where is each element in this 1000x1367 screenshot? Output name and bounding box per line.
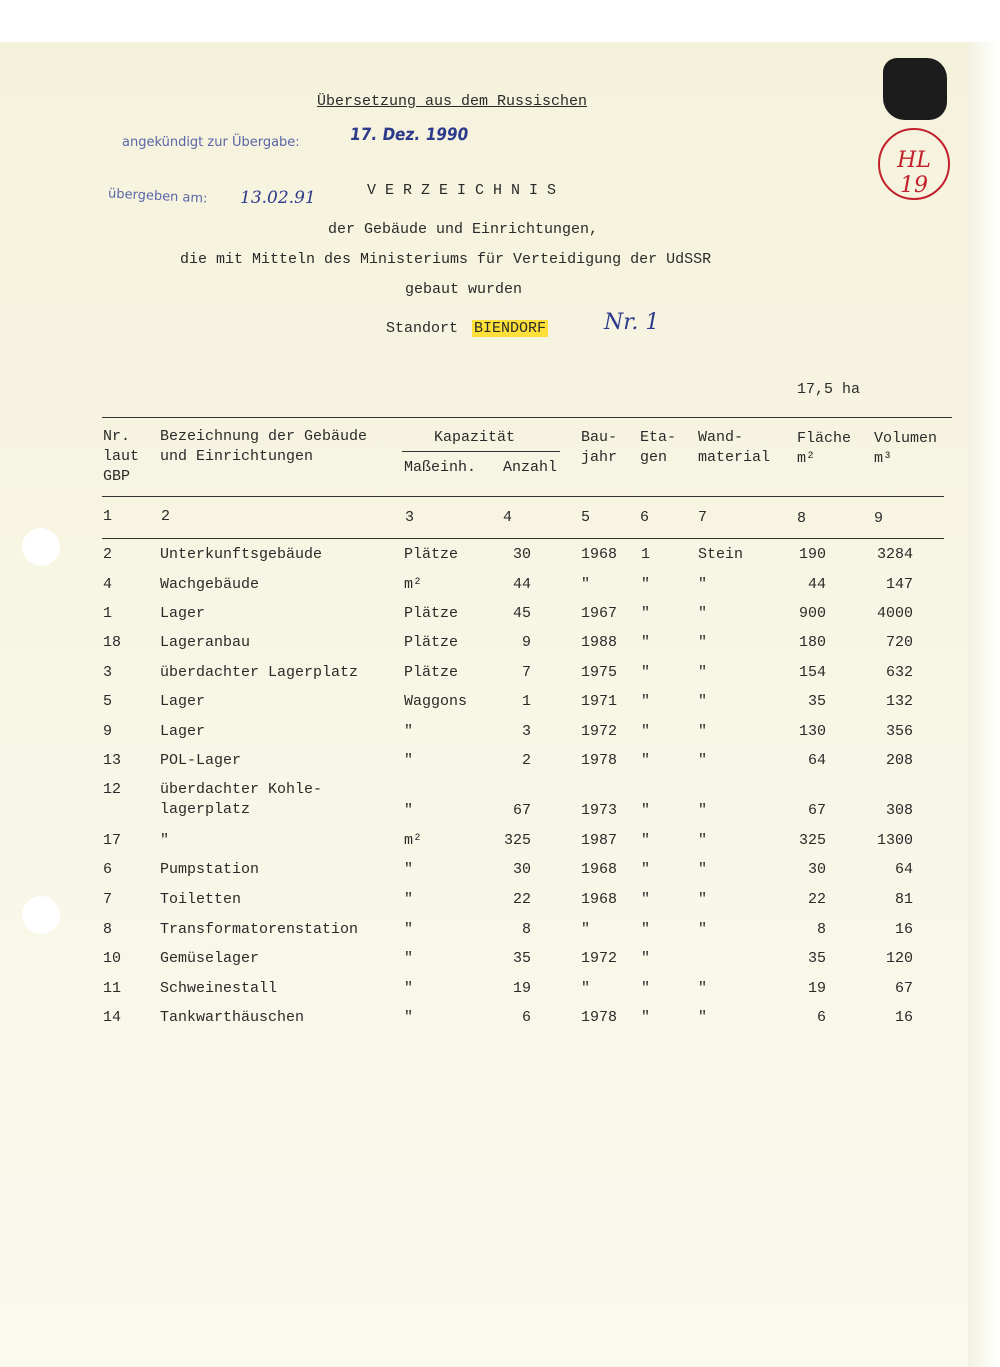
cell-count: 35 [512,950,531,967]
cell-nr: 2 [103,546,113,563]
table-row [0,781,968,819]
cell-nr: 8 [103,921,113,938]
cell-year: 1971 [581,693,618,710]
cell-volume: 208 [885,752,913,769]
cell-count: 2 [521,752,531,769]
table-row [0,1009,968,1029]
cell-volume: 16 [894,921,913,938]
col-number-1: 1 [103,508,113,525]
col-header-wall-2: material [698,449,771,466]
location-label: Standort [386,320,459,337]
cell-name: Pumpstation [160,861,260,878]
cell-floors: " [641,664,651,681]
cell-wall: " [698,693,708,710]
table-row [0,752,968,772]
col-header-year-1: Bau- [581,429,618,446]
cell-name: " [160,832,170,849]
archive-mark: HL 19 [878,128,950,200]
cell-year: 1978 [581,752,618,769]
cell-count: 67 [512,802,531,819]
cell-unit: " [404,891,414,908]
cell-name-continued: lagerplatz [160,801,251,818]
cell-floors: " [641,1009,651,1026]
cell-volume: 632 [885,664,913,681]
cell-area: 130 [798,723,826,740]
subtitle-line-1: der Gebäude und Einrichtungen, [328,221,599,238]
cell-nr: 6 [103,861,113,878]
cell-wall: " [698,861,708,878]
cell-count: 8 [521,921,531,938]
col-header-wall-1: Wand- [698,429,744,446]
cell-area: 35 [807,693,826,710]
cell-volume: 1300 [876,832,913,849]
table-row [0,832,968,852]
cell-nr: 1 [103,605,113,622]
cell-year: " [581,576,591,593]
table-row [0,723,968,743]
cell-count: 9 [521,634,531,651]
cell-area: 8 [816,921,826,938]
cell-floors: " [641,605,651,622]
table-row [0,921,968,941]
cell-year: 1968 [581,891,618,908]
cell-wall: " [698,802,708,819]
cell-unit: " [404,861,414,878]
col-header-volume-1: Volumen [874,430,938,447]
announced-stamp-label: angekündigt zur Übergabe: [122,135,300,150]
handwritten-number: Nr. 1 [604,310,660,335]
table-top-rule [102,417,952,418]
cell-floors: " [641,634,651,651]
col-header-unit: Maßeinh. [404,459,477,476]
cell-area: 190 [798,546,826,563]
cell-name: Unterkunftsgebäude [160,546,323,563]
col-header-floors-2: gen [640,449,668,466]
cell-volume: 132 [885,693,913,710]
cell-count: 22 [512,891,531,908]
col-header-volume-2: m³ [874,450,893,467]
cell-area: 6 [816,1009,826,1026]
cell-nr: 12 [103,781,122,798]
cell-count: 45 [512,605,531,622]
col-number-8: 8 [797,510,807,527]
col-number-7: 7 [698,509,708,526]
cell-area: 35 [807,950,826,967]
cell-floors: " [641,723,651,740]
cell-floors: " [641,921,651,938]
cell-year: 1968 [581,861,618,878]
cell-volume: 4000 [876,605,913,622]
cell-year: 1973 [581,802,618,819]
cell-area: 64 [807,752,826,769]
redaction-blot [883,58,947,120]
cell-nr: 14 [103,1009,122,1026]
cell-name: überdachter Kohle- [160,781,323,798]
cell-volume: 120 [885,950,913,967]
cell-nr: 9 [103,723,113,740]
table-row [0,634,968,654]
cell-year: 1968 [581,546,618,563]
col-header-name-1: Bezeichnung der Gebäude [160,428,368,445]
cell-unit: " [404,723,414,740]
handed-over-date: 13.02.91 [240,188,316,208]
table-row [0,861,968,881]
cell-area: 154 [798,664,826,681]
col-number-2: 2 [161,508,171,525]
col-header-count: Anzahl [503,459,558,476]
col-header-nr-2: laut [103,448,140,465]
table-row [0,980,968,1000]
cell-name: Schweinestall [160,980,278,997]
cell-floors: " [641,752,651,769]
col-header-name-2: und Einrichtungen [160,448,314,465]
cell-floors: 1 [641,546,651,563]
cell-name: Lager [160,605,206,622]
cell-area: 22 [807,891,826,908]
cell-unit: " [404,980,414,997]
announced-stamp-date: 17. Dez. 1990 [348,125,470,145]
cell-nr: 17 [103,832,122,849]
table-row [0,664,968,684]
handed-over-label: übergeben am: [107,186,208,207]
cell-unit: Plätze [404,664,459,681]
cell-year: " [581,921,591,938]
cell-floors: " [641,980,651,997]
cell-count: 30 [512,861,531,878]
cell-name: überdachter Lagerplatz [160,664,359,681]
cell-year: 1978 [581,1009,618,1026]
cell-name: Toiletten [160,891,242,908]
cell-volume: 147 [885,576,913,593]
cell-volume: 16 [894,1009,913,1026]
cell-floors: " [641,950,651,967]
cell-nr: 13 [103,752,122,769]
cell-count: 325 [503,832,531,849]
subtitle-line-3: gebaut wurden [405,281,523,298]
cell-unit: " [404,802,414,819]
column-number-rule [102,538,944,539]
col-header-area-2: m² [797,450,816,467]
cell-nr: 7 [103,891,113,908]
cell-unit: Plätze [404,605,459,622]
cell-area: 19 [807,980,826,997]
cell-unit: Plätze [404,546,459,563]
site-area: 17,5 ha [797,381,861,398]
cell-floors: " [641,832,651,849]
cell-volume: 356 [885,723,913,740]
cell-year: 1987 [581,832,618,849]
cell-year: 1975 [581,664,618,681]
col-number-6: 6 [640,509,650,526]
cell-year: 1988 [581,634,618,651]
cell-unit: " [404,950,414,967]
cell-name: POL-Lager [160,752,242,769]
cell-nr: 10 [103,950,122,967]
cell-floors: " [641,693,651,710]
cell-volume: 67 [894,980,913,997]
document-title: V E R Z E I C H N I S [367,182,557,199]
cell-year: 1967 [581,605,618,622]
col-number-5: 5 [581,509,591,526]
cell-area: 67 [807,802,826,819]
cell-floors: " [641,576,651,593]
cell-volume: 64 [894,861,913,878]
cell-count: 3 [521,723,531,740]
table-row [0,891,968,911]
translation-note: Übersetzung aus dem Russischen [317,93,588,110]
cell-wall: " [698,664,708,681]
cell-wall: " [698,921,708,938]
cell-volume: 720 [885,634,913,651]
cell-floors: " [641,802,651,819]
cell-name: Lager [160,723,206,740]
cell-wall: " [698,605,708,622]
cell-wall: Stein [698,546,744,563]
cell-wall: " [698,723,708,740]
cell-count: 44 [512,576,531,593]
table-row [0,950,968,970]
cell-nr: 18 [103,634,122,651]
col-header-floors-1: Eta- [640,429,677,446]
table-row [0,576,968,596]
cell-year: 1972 [581,723,618,740]
cell-name: Tankwarthäuschen [160,1009,305,1026]
cell-count: 1 [521,693,531,710]
cell-area: 180 [798,634,826,651]
cell-wall: " [698,832,708,849]
cell-nr: 5 [103,693,113,710]
cell-nr: 3 [103,664,113,681]
cell-area: 325 [798,832,826,849]
cell-unit: Waggons [404,693,468,710]
header-bottom-rule [102,496,944,497]
col-number-9: 9 [874,510,884,527]
cell-count: 30 [512,546,531,563]
cell-wall: " [698,634,708,651]
cell-count: 7 [521,664,531,681]
cell-floors: " [641,861,651,878]
cell-name: Gemüselager [160,950,260,967]
cell-name: Wachgebäude [160,576,260,593]
cell-year: 1972 [581,950,618,967]
cell-name: Lager [160,693,206,710]
location-name: BIENDORF [474,320,547,337]
cell-area: 900 [798,605,826,622]
cell-area: 30 [807,861,826,878]
cell-wall: " [698,1009,708,1026]
cell-floors: " [641,891,651,908]
subtitle-line-2: die mit Mitteln des Ministeriums für Verteidigung der UdSSR [180,251,712,268]
col-header-year-2: jahr [581,449,618,466]
cell-unit: m² [404,576,423,593]
col-number-4: 4 [503,509,513,526]
col-header-area-1: Fläche [797,430,852,447]
cell-unit: Plätze [404,634,459,651]
table-row [0,693,968,713]
cell-unit: " [404,752,414,769]
cell-area: 44 [807,576,826,593]
page-edge [968,42,1000,1367]
cell-nr: 4 [103,576,113,593]
cell-year: " [581,980,591,997]
cell-unit: " [404,1009,414,1026]
cell-unit: " [404,921,414,938]
table-row [0,546,968,566]
capacity-rule [402,451,560,452]
cell-name: Lageranbau [160,634,251,651]
col-header-nr-3: GBP [103,468,131,485]
cell-count: 6 [521,1009,531,1026]
cell-wall: " [698,980,708,997]
cell-unit: m² [404,832,423,849]
cell-nr: 11 [103,980,122,997]
cell-name: Transformatorenstation [160,921,359,938]
col-header-nr-1: Nr. [103,428,131,445]
cell-count: 19 [512,980,531,997]
cell-wall: " [698,752,708,769]
cell-volume: 308 [885,802,913,819]
col-header-capacity: Kapazität [434,429,516,446]
table-row [0,605,968,625]
cell-wall: " [698,891,708,908]
cell-volume: 3284 [876,546,913,563]
cell-wall: " [698,576,708,593]
col-number-3: 3 [405,509,415,526]
cell-volume: 81 [894,891,913,908]
